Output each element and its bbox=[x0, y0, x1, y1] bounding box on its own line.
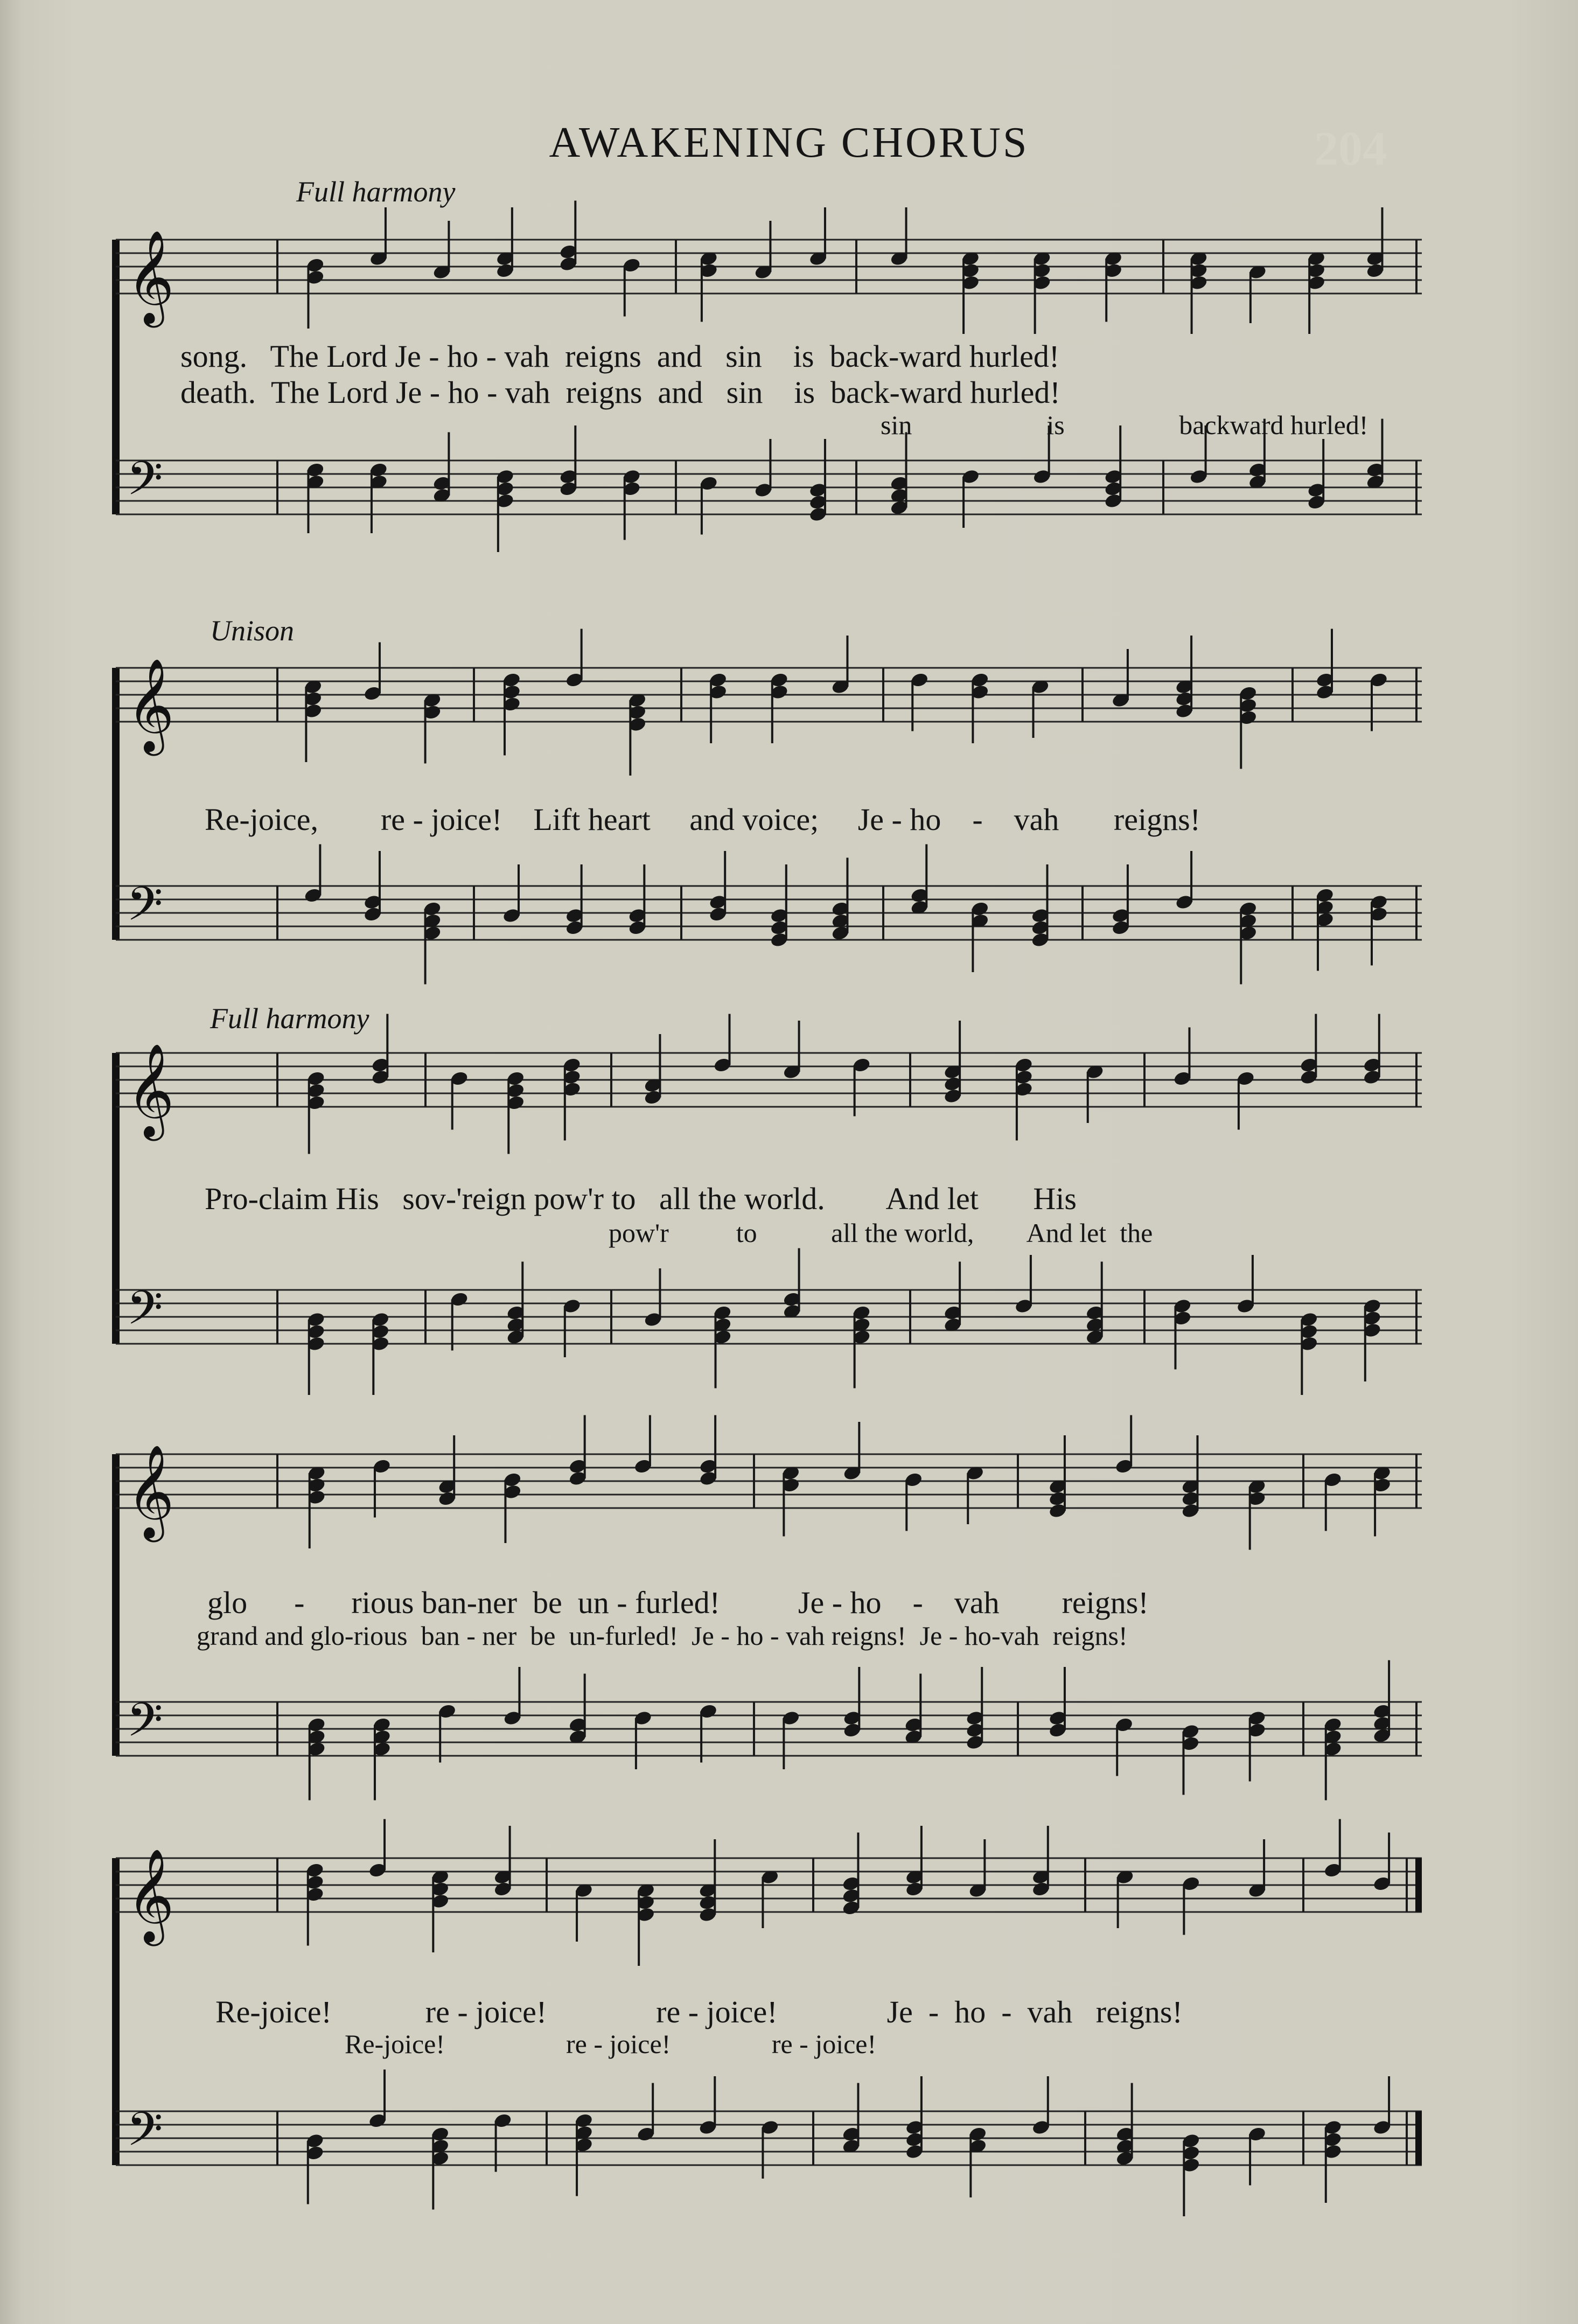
system-4-lyric-melody: glo - rious ban-ner be un - furled! Je - ho - vah reigns! bbox=[207, 1585, 1149, 1620]
treble-clef-icon: 𝄞 bbox=[127, 658, 174, 752]
system-1-direction: Full harmony bbox=[296, 176, 456, 208]
hymn-title: AWAKENING CHORUS bbox=[549, 119, 1029, 166]
system-2-lyric: Re-joice, re - joice! Lift heart and voice; Je - ho - vah reigns! bbox=[205, 802, 1200, 837]
bleed-through-page-number: 204 bbox=[1314, 122, 1387, 176]
bass-clef-icon: 𝄢 bbox=[127, 451, 163, 517]
treble-clef-icon: 𝄞 bbox=[127, 1043, 174, 1137]
system-3-lyric-response: pow'r to all the world, And let the bbox=[609, 1218, 1153, 1248]
bass-clef-icon: 𝄢 bbox=[127, 877, 163, 943]
treble-clef-icon: 𝄞 bbox=[127, 1444, 174, 1538]
system-4-lyric-response: grand and glo-rious ban - ner be un-furled! Je - ho - vah reigns! Je - ho-vah reigns! bbox=[197, 1621, 1128, 1651]
system-1-lyric-verse-2: death. The Lord Je - ho - vah reigns and sin is back-ward hurled! bbox=[180, 375, 1060, 410]
bass-clef-icon: 𝄢 bbox=[127, 2102, 163, 2168]
system-1-lyric-verse-1: song. The Lord Je - ho - vah reigns and sin is back-ward hurled! bbox=[180, 339, 1060, 374]
bass-clef-icon: 𝄢 bbox=[127, 1693, 163, 1758]
system-5-lyric-response: Re-joice! re - joice! re - joice! bbox=[345, 2029, 877, 2059]
system-3-direction: Full harmony bbox=[210, 1002, 369, 1035]
system-2-direction: Unison bbox=[210, 615, 295, 647]
system-5-lyric-melody: Re-joice! re - joice! re - joice! Je - ho - vah reigns! bbox=[215, 1994, 1183, 2029]
bass-clef-icon: 𝄢 bbox=[127, 1281, 163, 1346]
system-3-lyric-melody: Pro-claim His sov-'reign pow'r to all the world. And let His bbox=[205, 1181, 1077, 1216]
treble-clef-icon: 𝄞 bbox=[127, 230, 174, 324]
treble-clef-icon: 𝄞 bbox=[127, 1848, 174, 1942]
system-1-lyric-bass: sin is backward hurled! bbox=[881, 410, 1368, 440]
